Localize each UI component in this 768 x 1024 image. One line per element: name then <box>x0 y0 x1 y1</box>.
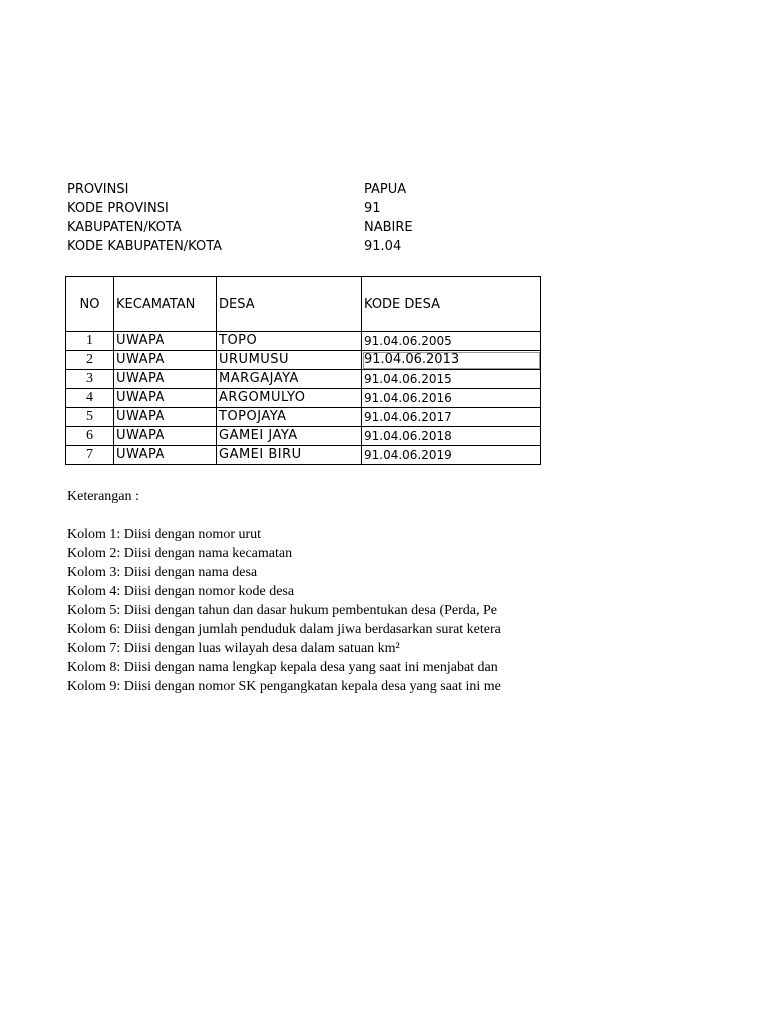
table-row <box>66 351 541 370</box>
cell-no: 7 <box>66 446 114 465</box>
col-header-kecamatan: KECAMATAN <box>114 277 217 332</box>
cell-kode-desa: 91.04.06.2016 <box>362 389 541 408</box>
cell-kecamatan: UWAPA <box>114 389 217 408</box>
cell-kode-desa: 91.04.06.2019 <box>362 446 541 465</box>
notes-heading: Keterangan : <box>67 489 139 504</box>
note-line: Kolom 4: Diisi dengan nomor kode desa <box>67 584 295 599</box>
note-line: Kolom 2: Diisi dengan nama kecamatan <box>67 546 293 561</box>
cell-desa: MARGAJAYA <box>217 370 362 389</box>
info-value: NABIRE <box>364 220 413 235</box>
cell-kode-desa: 91.04.06.2005 <box>362 332 541 351</box>
desa-table <box>65 276 541 465</box>
cell-kode-desa: 91.04.06.2017 <box>362 408 541 427</box>
info-label: KODE KABUPATEN/KOTA <box>67 239 223 254</box>
note-line: Kolom 7: Diisi dengan luas wilayah desa dalam satuan km² <box>67 641 400 656</box>
cell-kecamatan: UWAPA <box>114 408 217 427</box>
cell-no: 6 <box>66 427 114 446</box>
note-line: Kolom 1: Diisi dengan nomor urut <box>67 527 262 542</box>
cell-kecamatan: UWAPA <box>114 427 217 446</box>
info-label: KODE PROVINSI <box>67 201 169 216</box>
note-line: Kolom 3: Diisi dengan nama desa <box>67 565 258 580</box>
cell-no: 1 <box>66 332 114 351</box>
cell-no: 4 <box>66 389 114 408</box>
table-row <box>66 408 541 427</box>
cell-kecamatan: UWAPA <box>114 370 217 389</box>
col-header-desa: DESA <box>217 277 362 332</box>
notes-spacer <box>67 506 540 525</box>
cell-no: 2 <box>66 351 114 370</box>
cell-kecamatan: UWAPA <box>114 446 217 465</box>
cell-desa: TOPOJAYA <box>217 408 362 427</box>
cell-kode-desa: 91.04.06.2015 <box>362 370 541 389</box>
table-header-row <box>66 277 541 332</box>
note-line: Kolom 5: Diisi dengan tahun dan dasar hukum pembentukan desa (Perda, Pe <box>67 603 498 618</box>
cell-kode-desa: 91.04.06.2018 <box>362 427 541 446</box>
cell-kecamatan: UWAPA <box>114 351 217 370</box>
info-label: KABUPATEN/KOTA <box>67 220 182 235</box>
table-row <box>66 370 541 389</box>
notes-section <box>67 487 540 696</box>
cell-desa: URUMUSU <box>217 351 362 370</box>
col-header-no: NO <box>66 277 114 332</box>
table-row <box>66 389 541 408</box>
note-line: Kolom 8: Diisi dengan nama lengkap kepala desa yang saat ini menjabat dan <box>67 660 498 675</box>
info-value: 91.04 <box>364 239 402 254</box>
cell-desa: TOPO <box>217 332 362 351</box>
cell-kode-desa-selected[interactable]: 91.04.06.2013 <box>362 351 541 370</box>
info-value: 91 <box>364 201 381 216</box>
note-line: Kolom 9: Diisi dengan nomor SK pengangkatan kepala desa yang saat ini me <box>67 679 501 694</box>
cell-desa: GAMEI JAYA <box>217 427 362 446</box>
cell-no: 5 <box>66 408 114 427</box>
info-value: PAPUA <box>364 182 407 197</box>
info-label: PROVINSI <box>67 182 129 197</box>
table-row <box>66 332 541 351</box>
cell-desa: GAMEI BIRU <box>217 446 362 465</box>
note-line: Kolom 6: Diisi dengan jumlah penduduk dalam jiwa berdasarkan surat ketera <box>67 622 501 637</box>
cell-kecamatan: UWAPA <box>114 332 217 351</box>
table-row <box>66 427 541 446</box>
table-row <box>66 446 541 465</box>
cell-desa: ARGOMULYO <box>217 389 362 408</box>
cell-no: 3 <box>66 370 114 389</box>
col-header-kode-desa: KODE DESA <box>362 277 541 332</box>
